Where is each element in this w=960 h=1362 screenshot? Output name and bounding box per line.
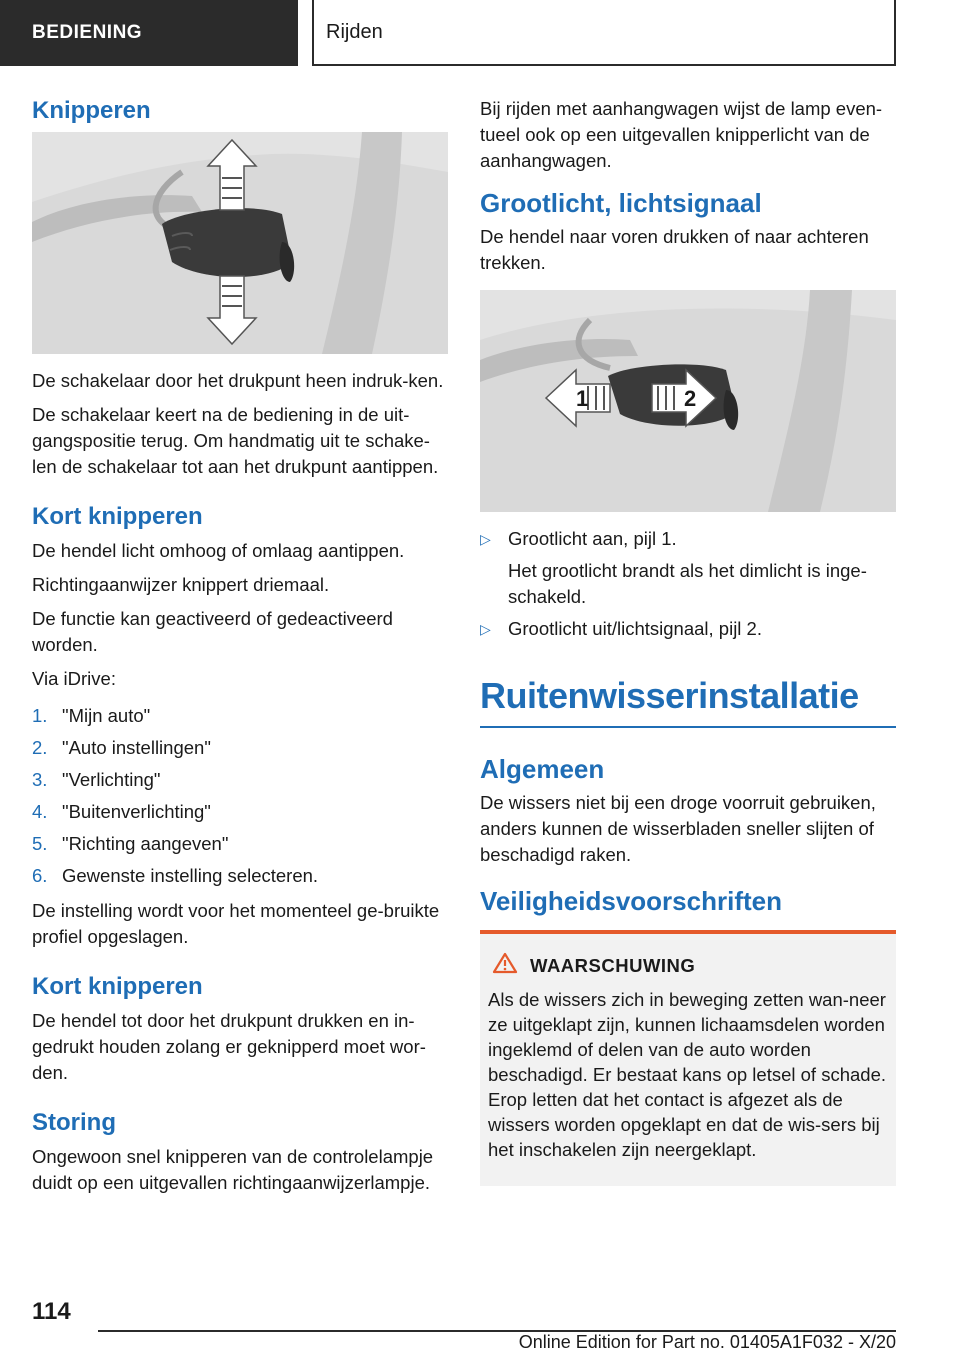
step-text: "Richting aangeven" bbox=[62, 833, 229, 854]
step-text: "Mijn auto" bbox=[62, 705, 151, 726]
paragraph: Bij rijden met aanhangwagen wijst de lamp even-tueel ook op een uitgevallen knipperlicht van de aanhangwagen. bbox=[480, 98, 883, 171]
list-item bbox=[32, 860, 448, 892]
step-text: Gewenste instelling selecteren. bbox=[62, 865, 319, 886]
figure-high-beam-lever bbox=[480, 290, 896, 512]
step-number: 3. bbox=[32, 769, 48, 790]
paragraph: De hendel naar voren drukken of naar achteren trekken. bbox=[480, 226, 869, 273]
bullet-marker: ▷ bbox=[480, 531, 491, 547]
footer-edition: Online Edition for Part no. 01405A1F032 - X/20 bbox=[518, 1332, 896, 1352]
chapter-tab: Rijden bbox=[312, 0, 896, 66]
section-tab: BEDIENING bbox=[0, 0, 298, 66]
page-header bbox=[0, 0, 960, 66]
list-item bbox=[32, 732, 448, 764]
paragraph: De wissers niet bij een droge voorruit gebruiken, anders kunnen de wisserbladen sneller slijten of beschadigd raken. bbox=[480, 792, 876, 865]
step-number: 6. bbox=[32, 865, 48, 886]
list-item bbox=[32, 764, 448, 796]
bullet-marker: ▷ bbox=[480, 621, 491, 637]
warning-text: Als de wissers zich in beweging zetten wan-neer ze uitgeklapt zijn, kunnen lichaamsdelen worden ingeklemd of delen van de auto worden beschadigd. Er bestaat kans op letsel of schade. Erop letten dat het contact is afgezet als de wissers worden opgeklapt en dat de wis-sers bij het inschakelen zijn neergeklapt. bbox=[488, 989, 887, 1160]
paragraph: De schakelaar door het drukpunt heen indruk-ken. bbox=[32, 370, 444, 391]
paragraph: De hendel licht omhoog of omlaag aantippen. bbox=[32, 540, 405, 561]
list-item bbox=[480, 616, 896, 642]
heading-algemeen: Algemeen bbox=[480, 754, 605, 784]
left-column bbox=[32, 96, 448, 1204]
warning-title: WAARSCHUWING bbox=[530, 954, 696, 976]
paragraph: De hendel tot door het drukpunt drukken en in-gedrukt houden zolang er geknipperd moet wor-den. bbox=[32, 1010, 426, 1083]
paragraph: Via iDrive: bbox=[32, 668, 116, 689]
heading-kort-knipperen-2: Kort knipperen bbox=[32, 973, 203, 1000]
figure-turn-signal-lever bbox=[32, 132, 448, 354]
bullet-text: Grootlicht aan, pijl 1. bbox=[508, 528, 677, 549]
figure-arrow-label-1: 1 bbox=[576, 386, 589, 411]
list-item bbox=[480, 526, 896, 610]
bullet-text: Grootlicht uit/lichtsignaal, pijl 2. bbox=[508, 618, 762, 639]
idrive-steps bbox=[32, 700, 448, 892]
paragraph: De schakelaar keert na de bediening in de uit-gangspositie terug. Om handmatig uit te schake-len de schakelaar tot aan het drukpunt aantippen. bbox=[32, 404, 439, 477]
warning-triangle-icon bbox=[492, 952, 518, 979]
step-number: 4. bbox=[32, 801, 48, 822]
paragraph: De instelling wordt voor het momenteel ge-bruikte profiel opgeslagen. bbox=[32, 900, 440, 947]
heading-veiligheid: Veiligheidsvoorschriften bbox=[480, 886, 782, 916]
step-number: 5. bbox=[32, 833, 48, 854]
figure-arrow-label-2: 2 bbox=[684, 386, 697, 411]
step-number: 2. bbox=[32, 737, 48, 758]
paragraph: De functie kan geactiveerd of gedeactiveerd worden. bbox=[32, 608, 393, 655]
page-number: 114 bbox=[32, 1298, 71, 1325]
warning-header bbox=[488, 952, 888, 979]
heading-knipperen: Knipperen bbox=[32, 97, 151, 124]
heading-kort-knipperen: Kort knipperen bbox=[32, 503, 203, 530]
chapter-heading: Ruitenwisserinstallatie bbox=[480, 672, 896, 728]
step-number: 1. bbox=[32, 705, 48, 726]
high-beam-list bbox=[480, 526, 896, 642]
heading-storing: Storing bbox=[32, 1109, 116, 1136]
list-item bbox=[32, 828, 448, 860]
step-text: "Buitenverlichting" bbox=[62, 801, 211, 822]
bullet-subtext: Het grootlicht brandt als het dimlicht is inge-schakeld. bbox=[508, 560, 867, 607]
list-item bbox=[32, 700, 448, 732]
heading-grootlicht: Grootlicht, lichtsignaal bbox=[480, 188, 762, 218]
step-text: "Auto instellingen" bbox=[62, 737, 211, 758]
paragraph: Richtingaanwijzer knippert driemaal. bbox=[32, 574, 330, 595]
paragraph: Ongewoon snel knipperen van de controlelampje duidt op een uitgevallen richtingaanwijzerlampje. bbox=[32, 1146, 434, 1193]
step-text: "Verlichting" bbox=[62, 769, 161, 790]
warning-box bbox=[480, 930, 896, 1186]
right-column bbox=[480, 96, 896, 1186]
list-item bbox=[32, 796, 448, 828]
